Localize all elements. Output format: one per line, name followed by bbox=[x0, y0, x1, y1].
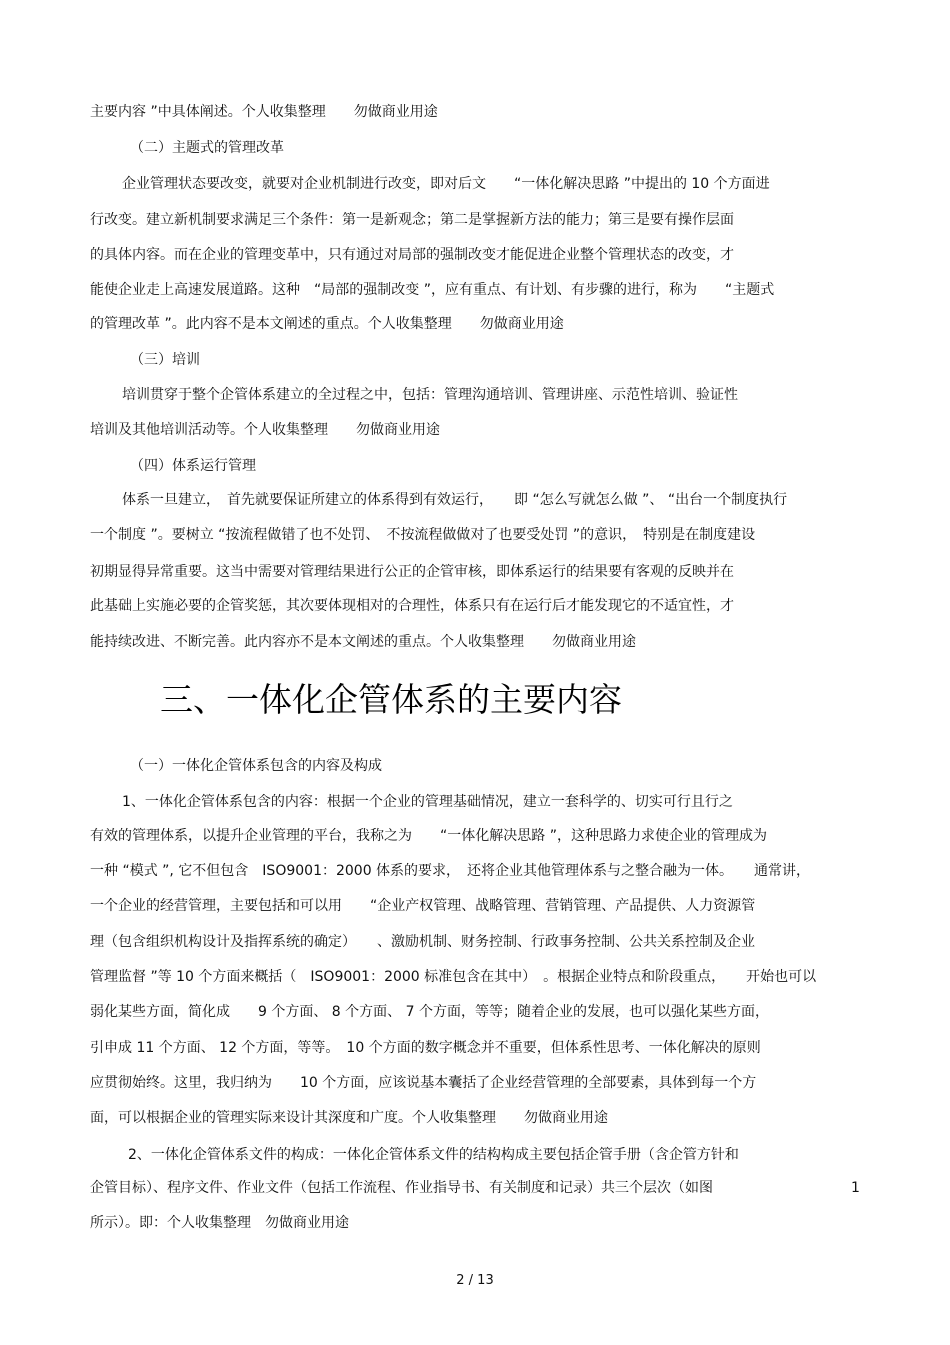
text-line: 培训贯穿于整个企管体系建立的全过程之中，包括：管理沟通培训、管理讲座、示范性培训、验证性 bbox=[122, 387, 738, 403]
text-line: 企管目标）、程序文件、作业文件（包括工作流程、作业指导书、有关制度和记录）共三个层次（如图 bbox=[90, 1180, 713, 1196]
text-line: 2、一体化企管体系文件的构成：一体化企管体系文件的结构构成主要包括企管手册（含企管方针和 bbox=[128, 1147, 739, 1163]
text-line: 的管理改革 ”。此内容不是本文阐述的重点。个人收集整理 勿做商业用途 bbox=[90, 316, 564, 332]
chapter-heading: 三、一体化企管体系的主要内容 bbox=[160, 680, 622, 719]
section-heading: （一）一体化企管体系包含的内容及构成 bbox=[130, 758, 382, 774]
text-line: 理（包含组织机构设计及指挥系统的确定） 、激励机制、财务控制、行政事务控制、公共关系控制及企业 bbox=[90, 934, 755, 950]
text-line: 弱化某些方面，简化成 9 个方面、 8 个方面、 7 个方面，等等；随着企业的发展，也可以强化某些方面， bbox=[90, 1004, 769, 1020]
text-line: 有效的管理体系，以提升企业管理的平台，我称之为 “一体化解决思路 ”，这种思路力求使企业的管理成为 bbox=[90, 828, 767, 844]
section-heading: （三）培训 bbox=[130, 352, 200, 368]
text-line: 企业管理状态要改变，就要对企业机制进行改变，即对后文 “一体化解决思路 ”中提出的 10 个方面进 bbox=[122, 176, 770, 192]
text-line: 体系一旦建立， 首先就要保证所建立的体系得到有效运行， 即 “怎么写就怎么做 ”、 “出台一个制度执行 bbox=[122, 492, 788, 508]
text-line: 主要内容 ”中具体阐述。个人收集整理 勿做商业用途 bbox=[90, 104, 438, 120]
text-line: 面，可以根据企业的管理实际来设计其深度和广度。个人收集整理 勿做商业用途 bbox=[90, 1110, 608, 1126]
text-line: 管理监督 ”等 10 个方面来概括（ ISO9001：2000 标准包含在其中） 。根据企业特点和阶段重点， 开始也可以 bbox=[90, 969, 817, 985]
text-line: 培训及其他培训活动等。个人收集整理 勿做商业用途 bbox=[90, 422, 440, 438]
text-line: 此基础上实施必要的企管奖惩，其次要体现相对的合理性，体系只有在运行后才能发现它的不适宜性，才 bbox=[90, 598, 734, 614]
text-line: 的具体内容。而在企业的管理变革中，只有通过对局部的强制改变才能促进企业整个管理状态的改变，才 bbox=[90, 247, 734, 263]
text-line: 应贯彻始终。这里，我归纳为 10 个方面，应该说基本囊括了企业经营管理的全部要素，具体到每一个方 bbox=[90, 1075, 757, 1091]
text-line: 一个企业的经营管理，主要包括和可以用 “企业产权管理、战略管理、营销管理、产品提供、人力资源管 bbox=[90, 898, 756, 914]
figure-number: 1 bbox=[851, 1180, 860, 1196]
text-line: 一种 “模式 ”, 它不但包含 ISO9001：2000 体系的要求， 还将企业其他管理体系与之整合融为一体。 通常讲， bbox=[90, 863, 811, 879]
text-line: 能持续改进、不断完善。此内容亦不是本文阐述的重点。个人收集整理 勿做商业用途 bbox=[90, 634, 636, 650]
text-line: 引申成 11 个方面、 12 个方面，等等。 10 个方面的数字概念并不重要，但体系性思考、一体化解决的原则 bbox=[90, 1040, 761, 1056]
text-line: 初期显得异常重要。这当中需要对管理结果进行公正的企管审核，即体系运行的结果要有客观的反映并在 bbox=[90, 564, 734, 580]
page-number: 2 / 13 bbox=[456, 1273, 494, 1288]
text-line: 一个制度 ”。要树立 “按流程做错了也不处罚、 不按流程做做对了也要受处罚 ”的意识， 特别是在制度建设 bbox=[90, 527, 756, 543]
text-line: 行改变。建立新机制要求满足三个条件：第一是新观念；第二是掌握新方法的能力；第三是要有操作层面 bbox=[90, 212, 734, 228]
text-line: 所示）。即：个人收集整理 勿做商业用途 bbox=[90, 1215, 349, 1231]
text-line: 1、一体化企管体系包含的内容：根据一个企业的管理基础情况，建立一套科学的、切实可行且行之 bbox=[122, 794, 733, 810]
section-heading: （二）主题式的管理改革 bbox=[130, 140, 284, 156]
section-heading: （四）体系运行管理 bbox=[130, 458, 256, 474]
text-line: 能使企业走上高速发展道路。这种 “局部的强制改变 ”，应有重点、有计划、有步骤的进行，称为 “主题式 bbox=[90, 282, 775, 298]
